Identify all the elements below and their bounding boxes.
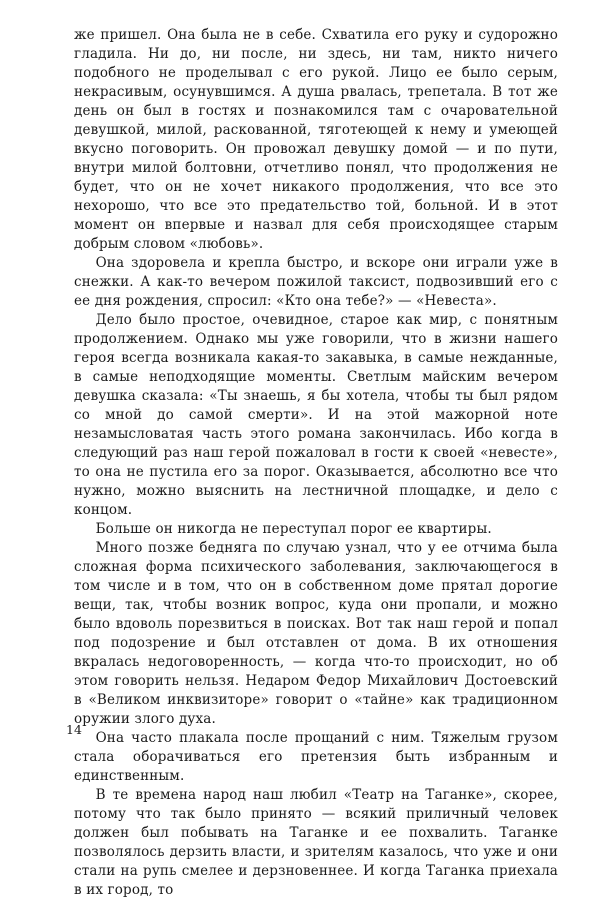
paragraph-6: Она часто плакала после прощаний с ним. Тяжелым грузом стала оборачиваться его претензия быть избранным и единственным. — [74, 730, 558, 784]
page-number: 14 — [66, 722, 82, 737]
paragraph-7: В те времена народ наш любил «Театр на Таганке», скорее, потому что так было принято — всякий приличный человек должен был побывать на Таганке и ее похвалить. Таганке позволялось дерзить власти, и зрителям казалось, что уже и они стали на рупь смелее и дерзновеннее. И когда Таганка приехала в их город, то — [74, 787, 558, 898]
paragraph-1: же пришел. Она была не в себе. Схватила его руку и судорожно гладила. Ни до, ни после, ни здесь, ни там, никто ничего подобного не проделывал с его рукой. Лицо ее было серым, некрасивым, осунувшимся. А душа рвалась, трепетала. В тот же день он был в гостях и познакомился там с очаровательной девушкой, милой, раскованной, тяготеющей к нему и умеющей вкусно поговорить. Он провожал девушку домой — и по пути, внутри милой болтовни, отчетливо понял, что продолжения не будет, что он не хочет никакого продолжения, что все это нехорошо, что все это предательство той, больной. И в этот момент он впервые и назвал для себя происходящее старым добрым словом «любовь». — [74, 27, 558, 252]
paragraph-5: Много позже бедняга по случаю узнал, что у ее отчима была сложная форма психического заболевания, заключающегося в том числе и в том, что он в собственном доме прятал дорогие вещи, так, чтобы возник вопрос, куда они пропали, и можно было вдоволь порезвиться в поисках. Вот так наш герой и попал под подозрение и был отставлен от дома. В их отношения вкралась недоговоренность, — когда что-то происходит, но об этом говорить нельзя. Недаром Федор Михайлович Достоевский в «Великом инквизиторе» говорит о «тайне» как традиционном оружии злого духа. — [74, 540, 558, 727]
body-text — [74, 26, 558, 900]
paragraph-4: Больше он никогда не переступал порог ее квартиры. — [95, 521, 492, 537]
paragraph-2: Она здоровела и крепла быстро, и вскоре они играли уже в снежки. А как-то вечером пожилой таксист, подвозивший его с ее дня рождения, спросил: «Кто она тебе?» — «Невеста». — [74, 255, 558, 309]
paragraph-3: Дело было простое, очевидное, старое как мир, с понятным продолжением. Однако мы уже говорили, что в жизни нашего героя всегда возникала какая-то закавыка, в самые нежданные, в самые неподходящие моменты. Светлым майским вечером девушка сказала: «Ты знаешь, я бы хотела, чтобы ты был рядом со мной до самой смерти». И на этой мажорной ноте незамысловатая часть этого романа закончилась. Ибо когда в следующий раз наш герой пожаловал в гости к своей «невесте», то она не пустила его за порог. Оказывается, абсолютно все что нужно, можно выяснить на лестничной площадке, и дело с концом. — [74, 312, 558, 518]
